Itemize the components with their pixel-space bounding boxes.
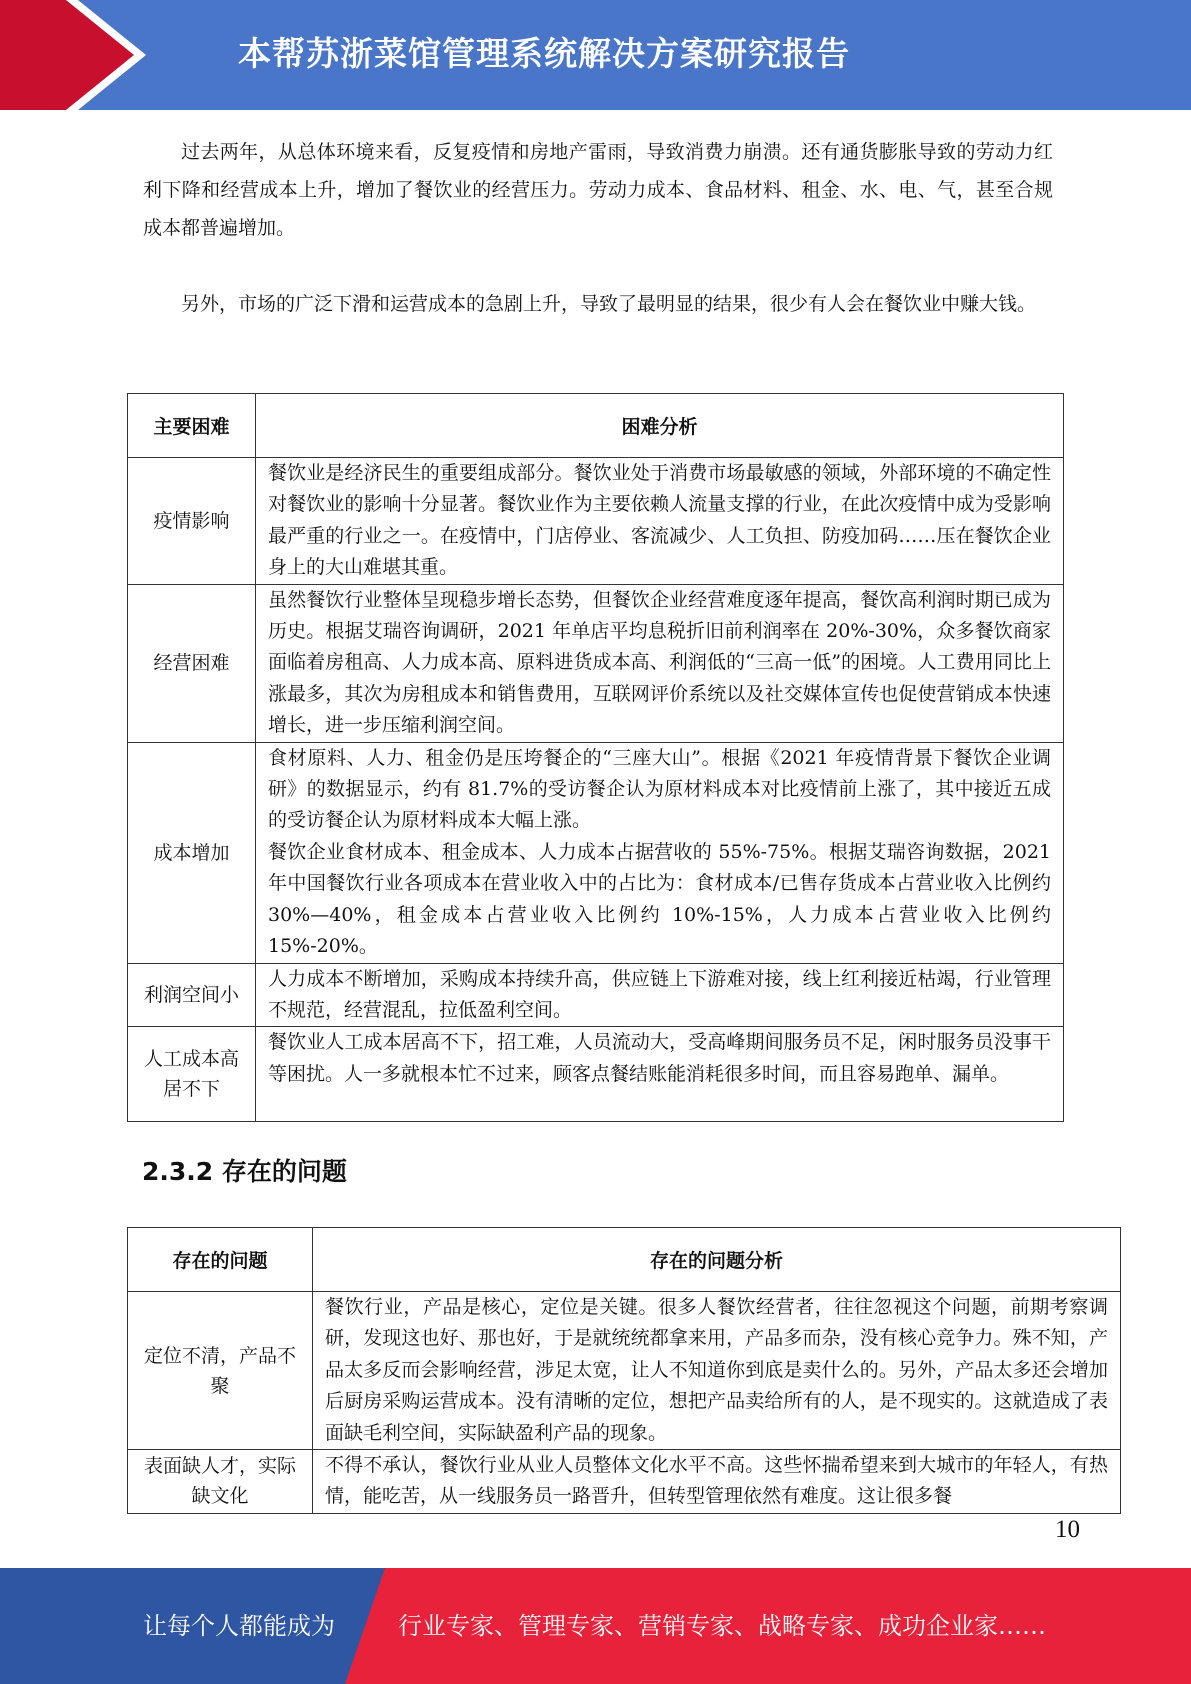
table-row (128, 1292, 1121, 1450)
table-value-part: 食材原料、人力、租金仍是压垮餐企的“三座大山”。根据《2021 年疫情背景下餐饮企业调研》的数据显示，约有 81.7%的受访餐企认为原材料成本对比疫情前上涨了，其中接近五成的受访餐企认为原材料成本大幅上涨。 (268, 746, 1051, 832)
table-key-cell: 人工成本高居不下 (128, 1027, 256, 1122)
table-header-cell: 存在的问题 (128, 1228, 313, 1292)
section-heading: 2.3.2 存在的问题 (142, 1157, 347, 1186)
paragraph-2: 另外，市场的广泛下滑和运营成本的急剧上升，导致了最明显的结果，很少有人会在餐饮业中赚大钱。 (181, 293, 1037, 315)
table-row (128, 1450, 1121, 1514)
table-header-cell: 存在的问题分析 (313, 1228, 1121, 1292)
table-value-cell: 餐饮业是经济民生的重要组成部分。餐饮业处于消费市场最敏感的领域，外部环境的不确定性对餐饮业的影响十分显著。餐饮业作为主要依赖人流量支撑的行业，在此次疫情中成为受影响最严重的行业之一。在疫情中，门店停业、客流减少、人工负担、防疫加码……压在餐饮企业身上的大山难堪其重。 (256, 458, 1064, 585)
table-key-cell: 经营困难 (128, 584, 256, 742)
table-row (128, 584, 1064, 742)
problems-table (127, 1227, 1121, 1514)
table-row (128, 458, 1064, 585)
table-key-cell: 成本增加 (128, 742, 256, 963)
report-title: 本帮苏浙菜馆管理系统解决方案研究报告 (238, 34, 850, 73)
table-header-row (128, 394, 1064, 458)
footer-slogan-left: 让每个人都能成为 (143, 1612, 335, 1640)
table-value-cell: 虽然餐饮行业整体呈现稳步增长态势，但餐饮企业经营难度逐年提高，餐饮高利润时期已成为历史。根据艾瑞咨询调研，2021 年单店平均息税折旧前利润率在 20%-30%，众多餐饮商家面临着房租高、人力成本高、原料进货成本高、利润低的“三高一低”的困境。人工费用同比上涨最多，其次为房租成本和销售费用，互联网评价系统以及社交媒体宣传也促使营销成本快速增长，进一步压缩利润空间。 (256, 584, 1064, 742)
table-row (128, 1027, 1064, 1122)
table-value-part: 餐饮企业食材成本、租金成本、人力成本占据营收的 55%-75%。根据艾瑞咨询数据，2021 年中国餐饮行业各项成本在营业收入中的占比为：食材成本/已售存货成本占营业收入比例约 30%—40%，租金成本占营业收入比例约 10%-15%，人力成本占营业收入比例约 15%-20%。 (268, 840, 1051, 958)
table-value-cell: 人力成本不断增加，采购成本持续升高，供应链上下游难对接，线上红利接近枯竭，行业管理不规范，经营混乱，拉低盈利空间。 (256, 963, 1064, 1027)
table-value-cell: 餐饮业人工成本居高不下，招工难，人员流动大，受高峰期间服务员不足，闲时服务员没事干等困扰。人一多就根本忙不过来，顾客点餐结账能消耗很多时间，而且容易跑单、漏单。 (256, 1027, 1064, 1122)
table-row (128, 963, 1064, 1027)
table-header-cell: 困难分析 (256, 394, 1064, 458)
table-key-cell: 定位不清，产品不聚 (128, 1292, 313, 1450)
table-value-cell: 餐饮行业，产品是核心，定位是关键。很多人餐饮经营者，往往忽视这个问题，前期考察调研，发现这也好、那也好，于是就统统都拿来用，产品多而杂，没有核心竞争力。殊不知，产品太多反而会影响经营，涉足太宽，让人不知道你到底是卖什么的。另外，产品太多还会增加后厨房采购运营成本。没有清晰的定位，想把产品卖给所有的人，是不现实的。这就造成了表面缺毛利空间，实际缺盈利产品的现象。 (313, 1292, 1121, 1450)
table-value-cell: 不得不承认，餐饮行业从业人员整体文化水平不高。这些怀揣希望来到大城市的年轻人，有热情，能吃苦，从一线服务员一路晋升，但转型管理依然有难度。这让很多餐 (313, 1450, 1121, 1514)
table-row (128, 742, 1064, 963)
table-key-cell: 利润空间小 (128, 963, 256, 1027)
footer-slogan-right: 行业专家、管理专家、营销专家、战略专家、成功企业家…… (398, 1612, 1046, 1640)
difficulties-table (127, 393, 1064, 1122)
table-header-row (128, 1228, 1121, 1292)
table-value-cell (256, 742, 1064, 963)
header-arrow-decoration (0, 0, 150, 110)
table-header-cell: 主要困难 (128, 394, 256, 458)
page-number: 10 (1055, 1516, 1080, 1543)
page-header (0, 0, 1191, 110)
paragraph-1: 过去两年，从总体环境来看，反复疫情和房地产雷雨，导致消费力崩溃。还有通货膨胀导致的劳动力红利下降和经营成本上升，增加了餐饮业的经营压力。劳动力成本、食品材料、租金、水、电、气，甚至合规成本都普遍增加。 (143, 141, 1053, 239)
table-key-cell: 疫情影响 (128, 458, 256, 585)
table-key-cell: 表面缺人才，实际缺文化 (128, 1450, 313, 1514)
page-footer (0, 1568, 1191, 1684)
